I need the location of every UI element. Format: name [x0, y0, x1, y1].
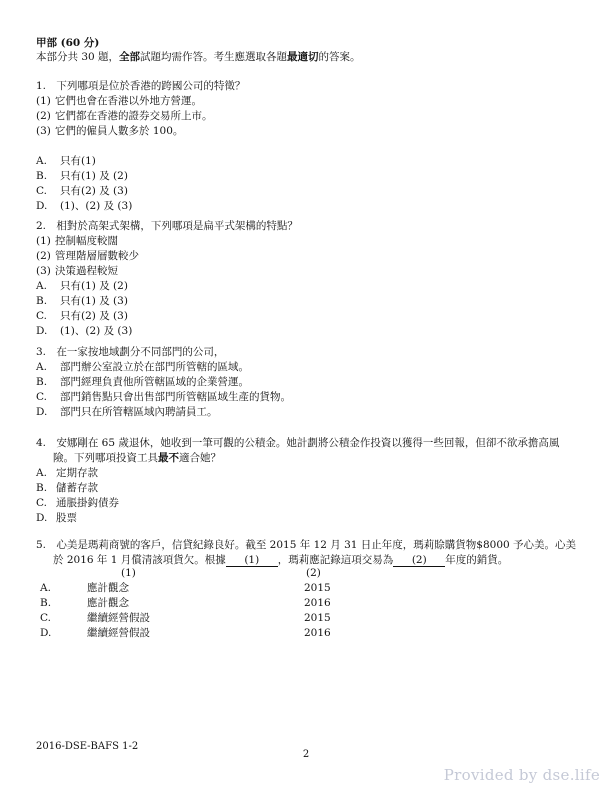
option-label: A. — [36, 361, 47, 373]
question-5 — [36, 538, 576, 568]
column-header: (1) — [121, 567, 136, 579]
question-stem: ，瑪莉應記錄這項交易為 — [277, 554, 394, 566]
statement-number: (3) — [36, 265, 51, 277]
option-text: 部門經理負責他所管轄區域的企業營運。 — [60, 376, 249, 388]
option-text: (1)、(2) 及 (3) — [60, 325, 133, 337]
section-title: 甲部 (60 分) — [36, 37, 100, 49]
option-text: 只有(1) — [60, 155, 96, 167]
question-stem: 年度的銷貨。 — [445, 554, 509, 566]
question-number: 5. — [36, 539, 47, 551]
option-label: A. — [36, 155, 47, 167]
statement-number: (3) — [36, 125, 51, 137]
option-text: 部門辦公室設立於在部門所管轄的區域。 — [60, 361, 249, 373]
option-cell: 應計觀念 — [87, 597, 129, 609]
option-label: B. — [36, 295, 48, 307]
option-text: 只有(2) 及 (3) — [60, 310, 128, 322]
answer-blank: (1) — [226, 555, 278, 567]
option-label: A. — [40, 582, 51, 594]
option-text: 只有(1) 及 (3) — [60, 295, 128, 307]
section-instructions — [36, 50, 361, 65]
watermark: Provided by dse.life — [443, 766, 600, 784]
question-3 — [36, 345, 291, 420]
option-cell: 繼續經營假設 — [87, 612, 150, 624]
question-stem: 於 2016 年 1 月償清該項貨欠。根據 — [53, 554, 226, 566]
statement-text: 決策過程較短 — [55, 265, 118, 277]
instructions-emphasis: 全部 — [119, 51, 141, 63]
table-row — [36, 626, 366, 641]
option-text: (1)、(2) 及 (3) — [60, 200, 133, 212]
question-stem: 適合她？ — [179, 452, 221, 464]
question-number: 3. — [36, 346, 47, 358]
statement-number: (2) — [36, 110, 51, 122]
option-cell: 2015 — [304, 582, 331, 594]
question-stem: 險。下列哪項投資工具 — [53, 452, 158, 464]
option-label: C. — [36, 185, 47, 197]
option-cell: 2016 — [304, 597, 331, 609]
option-label: B. — [40, 597, 52, 609]
question-stem: 下列哪項是位於香港的跨國公司的特徵？ — [56, 80, 246, 92]
question-stem: 心美是瑪莉商號的客戶，信貸紀錄良好。截至 2015 年 12 月 31 日止年度，瑪莉賒購貨物$8000 予心美。心美 — [56, 539, 577, 551]
option-label: A. — [36, 280, 47, 292]
statement-number: (1) — [36, 235, 51, 247]
option-label: A. — [36, 467, 47, 479]
option-label: C. — [36, 391, 47, 403]
option-cell: 應計觀念 — [87, 582, 129, 594]
option-text: 儲蓄存款 — [56, 482, 98, 494]
column-header: (2) — [306, 567, 321, 579]
question-stem: 在一家按地域劃分不同部門的公司， — [56, 346, 225, 358]
statement-text: 它們也會在香港以外地方營運。 — [55, 95, 202, 107]
option-cell: 繼續經營假設 — [87, 627, 150, 639]
question-number: 2. — [36, 220, 47, 232]
option-label: D. — [36, 512, 48, 524]
option-cell: 2015 — [304, 612, 331, 624]
question-stem: 相對於高架式架構，下列哪項是扁平式架構的特點？ — [56, 220, 298, 232]
option-label: B. — [36, 482, 48, 494]
answer-blank: (2) — [393, 555, 445, 567]
option-label: D. — [40, 627, 52, 639]
instructions-text: 本部分共 30 題， — [36, 51, 120, 63]
option-text: 部門銷售點只會出售部門所管轄區域生產的貨物。 — [60, 391, 291, 403]
table-row — [36, 611, 366, 626]
question-1 — [36, 79, 245, 214]
statement-number: (2) — [36, 250, 51, 262]
statement-text: 管理階層層數較少 — [55, 250, 139, 262]
statement-text: 控制幅度較闊 — [55, 235, 118, 247]
statement-text: 它們都在香港的證券交易所上市。 — [55, 110, 213, 122]
option-text: 股票 — [56, 512, 77, 524]
option-label: B. — [36, 170, 48, 182]
question-5-options-table — [36, 566, 366, 641]
option-label: D. — [36, 200, 48, 212]
instructions-emphasis: 最適切 — [287, 51, 319, 63]
table-header-row — [36, 566, 366, 581]
paper-code: 2016-DSE-BAFS 1-2 — [36, 741, 139, 752]
question-emphasis: 最不 — [158, 452, 179, 464]
statement-number: (1) — [36, 95, 51, 107]
option-label: B. — [36, 376, 48, 388]
option-label: C. — [36, 497, 47, 509]
statement-text: 它們的僱員人數多於 100。 — [55, 125, 184, 137]
page-number: 2 — [302, 749, 310, 760]
table-row — [36, 581, 366, 596]
question-stem: 安娜剛在 65 歲退休，她收到一筆可觀的公積金。她計劃將公積金作投資以獲得一些回報，但卻不欲承擔高風 — [56, 437, 560, 449]
instructions-text: 的答案。 — [318, 51, 361, 63]
option-text: 只有(1) 及 (2) — [60, 280, 128, 292]
option-cell: 2016 — [304, 627, 331, 639]
question-number: 1. — [36, 80, 47, 92]
option-text: 只有(1) 及 (2) — [60, 170, 128, 182]
option-label: D. — [36, 325, 48, 337]
option-label: C. — [40, 612, 51, 624]
option-text: 定期存款 — [56, 467, 98, 479]
question-4 — [36, 436, 559, 526]
question-number: 4. — [36, 437, 47, 449]
table-row — [36, 596, 366, 611]
option-text: 部門只在所管轄區域內聘請員工。 — [60, 406, 218, 418]
question-2 — [36, 219, 298, 339]
option-text: 通脹掛鈎債券 — [56, 497, 119, 509]
option-label: D. — [36, 406, 48, 418]
instructions-text: 試題均需作答。考生應選取各題 — [140, 51, 288, 63]
option-label: C. — [36, 310, 47, 322]
option-text: 只有(2) 及 (3) — [60, 185, 128, 197]
